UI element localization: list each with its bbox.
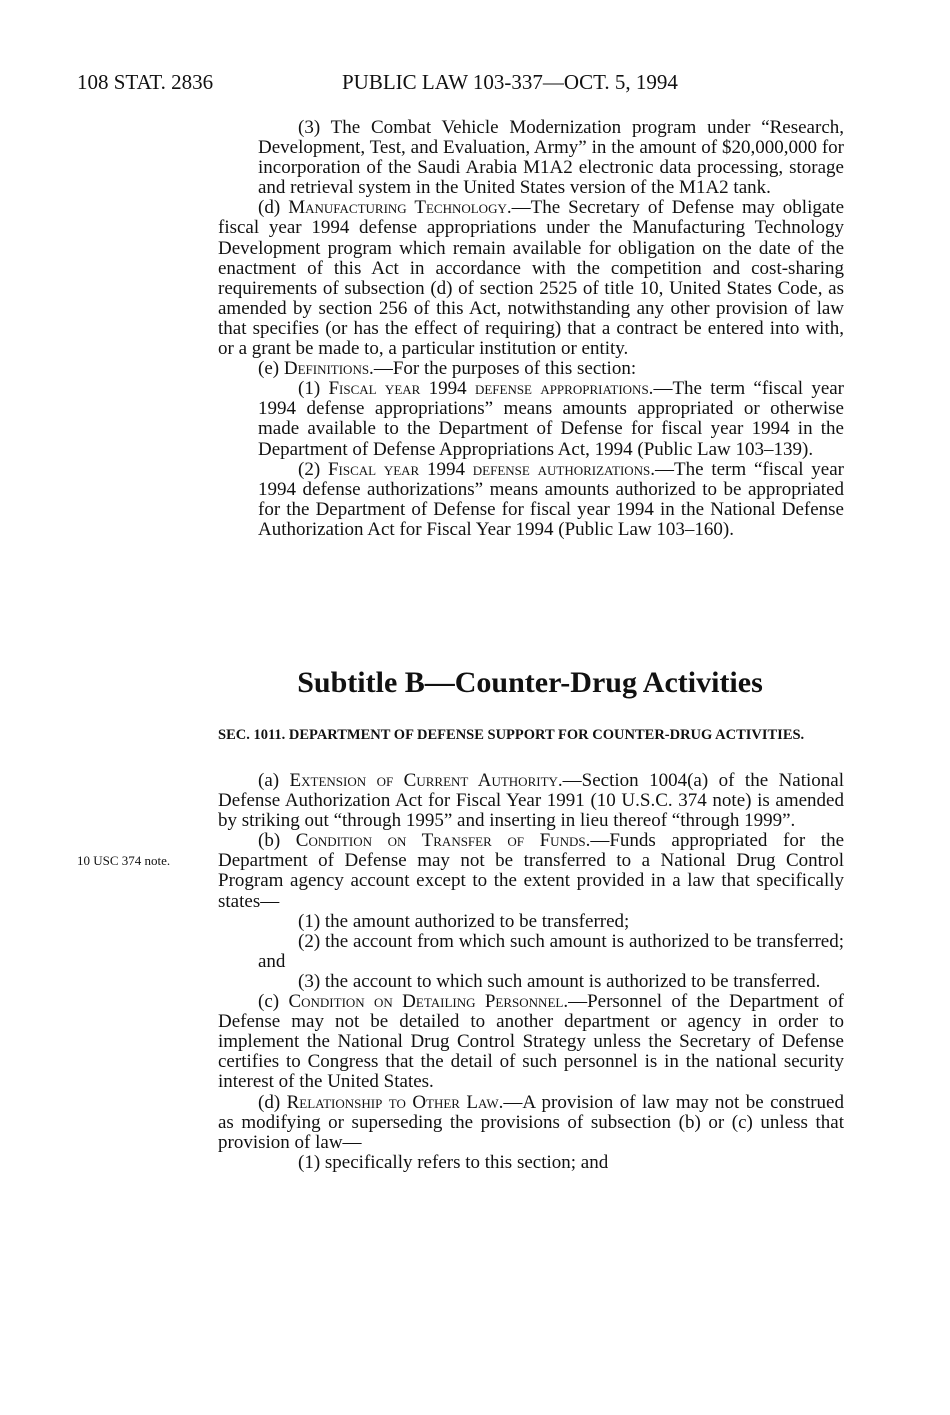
paragraph-d1: (1) specifically refers to this section; and (298, 1151, 609, 1173)
paragraph-heading: Fiscal year 1994 defense appropriations. (328, 378, 654, 400)
paragraph-heading: Fiscal year 1994 defense authorizations. (327, 458, 656, 480)
subsection-number: (c) (258, 991, 280, 1013)
section-heading: SEC. 1011. DEPARTMENT OF DEFENSE SUPPORT FOR COUNTER-DRUG ACTIVITIES. (218, 727, 805, 743)
page-header (0, 70, 950, 100)
subsection-number: (d) (258, 197, 281, 219)
paragraph-b2: (2) the account from which such amount is authorized to be transferred; and (258, 930, 844, 972)
subsection-text: —A provision of law may not be construed as modifying or superseding the provisions of subsection (b) or (c) unless that provision of law— (218, 1091, 844, 1153)
subsection-heading: Condition on Transfer of Funds. (295, 830, 591, 852)
subsection-heading: Relationship to Other Law. (286, 1091, 504, 1113)
definition-1-appropriations (218, 379, 844, 459)
subsection-b-transfer-of-funds (218, 831, 844, 911)
subsection-text: —The Secretary of Defense may obligate fiscal year 1994 defense appropriations under the Manufacturing Technology Development program which remain available for obligation on the date of the enactment of this Act in accordance with the competition and cost-sharing requirements of subsection (d) of section 2525 of title 10, United States Code, as amended by section 256 of this Act, notwithstanding any other provision of law that specifies (or has the effect of requiring) that a contract be entered into with, or a grant be made to, a particular institution or entity. (218, 197, 844, 360)
subsection-d-relationship (218, 1093, 844, 1153)
paragraph-b1: (1) the amount authorized to be transferred; (298, 910, 630, 932)
subsection-heading: Manufacturing Technology. (288, 197, 512, 219)
subsection-c-detailing-personnel (218, 992, 844, 1092)
continued-section-text (218, 118, 844, 540)
paragraph-number: (2) (298, 458, 321, 480)
section-1011-text (218, 771, 844, 1173)
subsection-number: (b) (258, 830, 281, 852)
subsection-e-definitions (218, 359, 844, 379)
subsection-number: (e) (258, 358, 280, 380)
margin-note: 10 USC 374 note. (77, 853, 171, 868)
subsection-text: —For the purposes of this section: (373, 358, 637, 380)
public-law-citation: PUBLIC LAW 103-337—OCT. 5, 1994 (342, 70, 678, 94)
paragraph-number: (1) (298, 378, 321, 400)
subsection-heading: Condition on Detailing Personnel. (288, 991, 569, 1013)
subsection-number: (a) (258, 770, 280, 791)
subsection-heading: Extension of Current Authority. (289, 770, 563, 791)
subsection-heading: Definitions. (283, 358, 374, 380)
definition-2-authorizations (218, 460, 844, 540)
subsection-a-extension (218, 771, 844, 831)
paragraph-b3: (3) the account to which such amount is authorized to be transferred. (298, 970, 821, 992)
paragraph-text: —The term “fiscal year 1994 defense appropriations” means amounts appropriated or otherwise made available to the Department of Defense for fiscal year 1994 in the Department of Defense Appropriations Act, 1994 (Public Law 103–139). (258, 378, 845, 460)
subsection-text: —Personnel of the Department of Defense may not be detailed to another department or agency in order to implement the National Drug Control Strategy unless the Secretary of Defense certifies to Congress that the detail of such personnel is in the national security interest of the United States. (218, 991, 845, 1093)
subsection-text: —Funds appropriated for the Department of Defense may not be transferred to a National Drug Control Program agency account except to the extent provided in a law that specifically states— (218, 830, 845, 912)
paragraph-3-combat-vehicle: (3) The Combat Vehicle Modernization program under “Research, Development, Test, and Evaluation, Army” in the amount of $20,000,000 for incorporation of the Saudi Arabia M1A2 electronic data processing, storage and retrieval system in the United States version of the M1A2 tank. (258, 117, 844, 199)
subsection-text: —Section 1004(a) of the National Defense Authorization Act for Fiscal Year 1991 (10 U.S.C. 374 note) is amended by striking out “through 1995” and inserting in lieu thereof “through 1999”. (218, 770, 845, 832)
subsection-d-manufacturing-technology (218, 198, 844, 359)
subtitle-heading: Subtitle B—Counter-Drug Activities (297, 666, 763, 699)
paragraph-text: —The term “fiscal year 1994 defense authorizations” means amounts authorized to be appropriated for the Department of Defense for fiscal year 1994 in the National Defense Authorization Act for Fiscal Year 1994 (Public Law 103–160). (258, 458, 844, 540)
subsection-number: (d) (258, 1091, 281, 1113)
statute-page-number: 108 STAT. 2836 (77, 70, 214, 94)
